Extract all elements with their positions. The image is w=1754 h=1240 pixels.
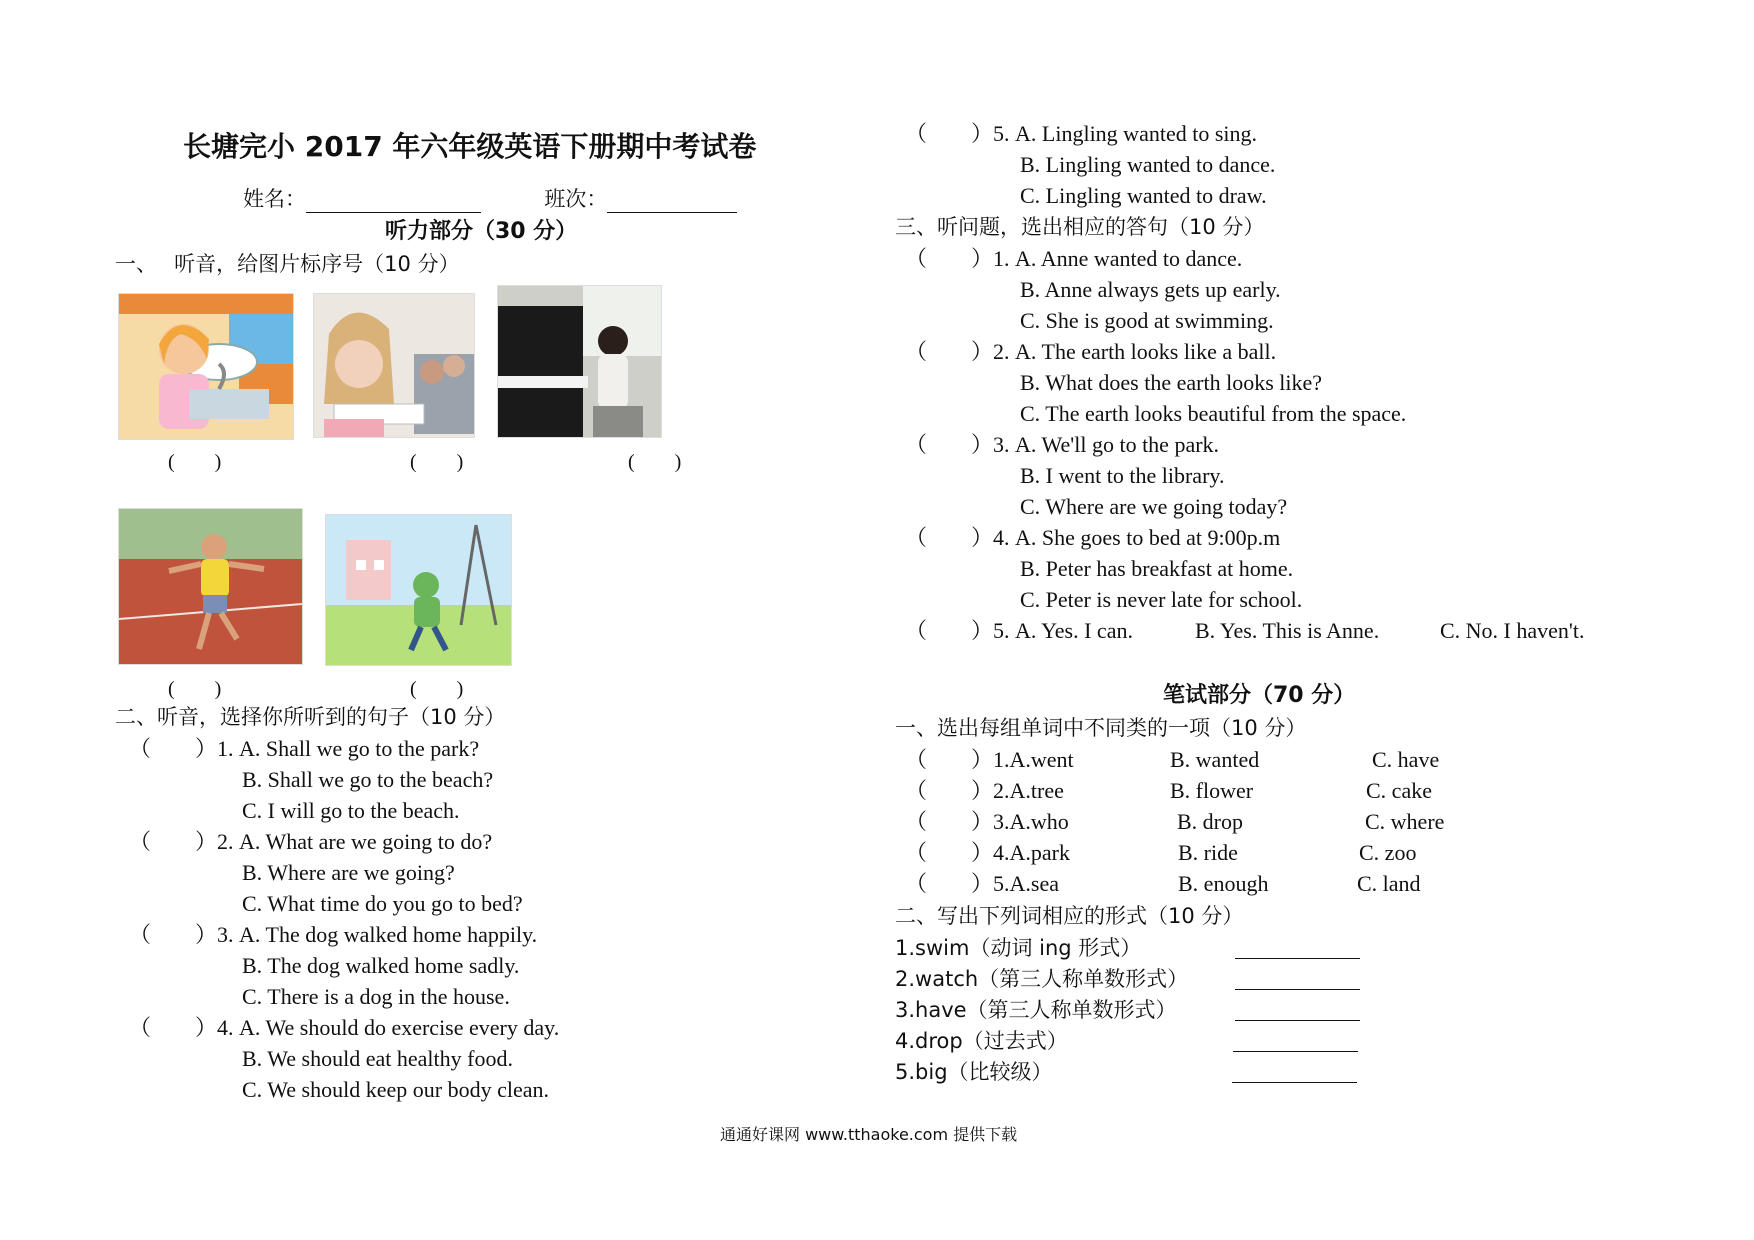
item-number: （ ）1. xyxy=(129,736,234,761)
option-a: A. What are we going to do? xyxy=(239,829,493,854)
item-number: （ ）5. xyxy=(905,871,1010,896)
writing2-item1: 1.swim（动词 ing 形式） xyxy=(895,936,1142,960)
picture-girl-exercising-park xyxy=(325,514,512,666)
item-number: （ ）5. xyxy=(905,121,1010,146)
part3-item1-option-c: C. She is good at swimming. xyxy=(1020,308,1274,333)
part3-item1 xyxy=(905,245,1242,273)
writing1-item4-option-b: B. ride xyxy=(1178,840,1238,865)
option-a: A.who xyxy=(1009,809,1069,834)
part3-item5-option-b: B. Yes. This is Anne. xyxy=(1195,618,1380,643)
item-number: （ ）1. xyxy=(905,747,1010,772)
writing1-item3-option-c: C. where xyxy=(1365,809,1445,834)
part2-item3 xyxy=(129,921,537,949)
option-a: A. She goes to bed at 9:00p.m xyxy=(1015,525,1281,550)
name-blank[interactable] xyxy=(306,190,481,213)
part2-item3-option-c: C. There is a dog in the house. xyxy=(242,984,510,1009)
part2-item1-option-c: C. I will go to the beach. xyxy=(242,798,460,823)
writing1-item5-option-c: C. land xyxy=(1357,871,1421,896)
part3-item4-option-b: B. Peter has breakfast at home. xyxy=(1020,556,1294,581)
option-a: A. We'll go to the park. xyxy=(1015,432,1220,457)
option-a: A.sea xyxy=(1009,871,1059,896)
name-label: 姓名： xyxy=(243,187,306,211)
option-a: A. Anne wanted to dance. xyxy=(1015,246,1243,271)
item-number: （ ）4. xyxy=(905,840,1010,865)
writing2-heading: 二、写出下列词相应的形式（10 分） xyxy=(895,904,1244,928)
option-a: A.tree xyxy=(1009,778,1064,803)
writing2-item5: 5.big（比较级） xyxy=(895,1060,1053,1084)
picture-boy-running-track xyxy=(118,508,303,665)
part2-item2-option-b: B. Where are we going? xyxy=(242,860,455,885)
writing2-item4: 4.drop（过去式） xyxy=(895,1029,1068,1053)
part3-heading: 三、听问题，选出相应的答句（10 分） xyxy=(895,215,1265,239)
part3-item3 xyxy=(905,431,1219,459)
writing2-item3: 3.have（第三人称单数形式） xyxy=(895,998,1177,1022)
writing1-item5 xyxy=(905,870,1059,898)
picture-girl-reading-book xyxy=(313,293,475,438)
part3-item4-option-c: C. Peter is never late for school. xyxy=(1020,587,1303,612)
writing2-answer-blank2[interactable] xyxy=(1235,967,1360,990)
part3-item3-option-b: B. I went to the library. xyxy=(1020,463,1225,488)
writing1-item3 xyxy=(905,808,1069,836)
option-a: A.park xyxy=(1009,840,1070,865)
part3-item4 xyxy=(905,524,1280,552)
writing2-answer-blank4[interactable] xyxy=(1233,1029,1358,1052)
part1-heading: 一、 听音，给图片标序号（10 分） xyxy=(115,252,460,276)
part2-item4 xyxy=(129,1014,559,1042)
listening-header: 听力部分（30 分） xyxy=(385,219,578,244)
part2-item5 xyxy=(905,120,1257,148)
item-number: （ ）2. xyxy=(905,339,1010,364)
part3-item1-option-b: B. Anne always gets up early. xyxy=(1020,277,1281,302)
item-number: （ ）5. xyxy=(905,618,1010,643)
writing1-item2-option-c: C. cake xyxy=(1366,778,1432,803)
item-number: （ ）3. xyxy=(905,809,1010,834)
park-exercise-illustration xyxy=(326,515,511,665)
part2-item2-option-c: C. What time do you go to bed? xyxy=(242,891,523,916)
part2-item4-option-c: C. We should keep our body clean. xyxy=(242,1077,549,1102)
option-a: A. Lingling wanted to sing. xyxy=(1015,121,1257,146)
option-a: A. We should do exercise every day. xyxy=(239,1015,560,1040)
part2-item5-option-c: C. Lingling wanted to draw. xyxy=(1020,183,1267,208)
writing1-item2-option-b: B. flower xyxy=(1170,778,1254,803)
option-a: A. The earth looks like a ball. xyxy=(1015,339,1277,364)
item-number: （ ）2. xyxy=(905,778,1010,803)
writing1-item2 xyxy=(905,777,1064,805)
item-number: （ ）1. xyxy=(905,246,1010,271)
picture-girl-playing-piano xyxy=(497,285,662,438)
part3-item2-option-b: B. What does the earth looks like? xyxy=(1020,370,1323,395)
writing2-answer-blank1[interactable] xyxy=(1235,936,1360,959)
girl-washing-hands-illustration xyxy=(119,294,293,439)
boy-running-illustration xyxy=(119,509,302,664)
part2-item2 xyxy=(129,828,492,856)
item-number: （ ）3. xyxy=(129,922,234,947)
part2-item1-option-b: B. Shall we go to the beach? xyxy=(242,767,494,792)
part3-item3-option-c: C. Where are we going today? xyxy=(1020,494,1288,519)
answer-paren-pic2[interactable]: ( ) xyxy=(410,451,464,473)
option-a: A. The dog walked home happily. xyxy=(239,922,538,947)
class-label: 班次： xyxy=(544,187,608,211)
part2-item5-option-b: B. Lingling wanted to dance. xyxy=(1020,152,1276,177)
answer-paren-pic5[interactable]: ( ) xyxy=(410,678,464,700)
part2-item3-option-b: B. The dog walked home sadly. xyxy=(242,953,520,978)
writing1-item3-option-b: B. drop xyxy=(1177,809,1243,834)
part3-item2 xyxy=(905,338,1276,366)
part3-item5-option-c: C. No. I haven't. xyxy=(1440,618,1585,643)
option-a: A.went xyxy=(1009,747,1074,772)
answer-paren-pic4[interactable]: ( ) xyxy=(168,678,222,700)
written-header: 笔试部分（70 分） xyxy=(1163,683,1356,708)
writing1-item1 xyxy=(905,746,1074,774)
part3-item5 xyxy=(905,617,1133,645)
writing2-item2: 2.watch（第三人称单数形式） xyxy=(895,967,1189,991)
writing2-answer-blank5[interactable] xyxy=(1232,1060,1357,1083)
item-number: （ ）4. xyxy=(129,1015,234,1040)
part2-heading: 二、听音，选择你所听到的句子（10 分） xyxy=(115,705,506,729)
download-footer: 通通好课网 www.tthaoke.com 提供下载 xyxy=(720,1125,1018,1144)
girl-reading-illustration xyxy=(314,294,474,437)
piano-illustration xyxy=(498,286,661,437)
option-a: A. Shall we go to the park? xyxy=(239,736,480,761)
exam-title: 长塘完小 2017 年六年级英语下册期中考试卷 xyxy=(183,130,757,163)
writing1-item1-option-c: C. have xyxy=(1372,747,1440,772)
writing2-answer-blank3[interactable] xyxy=(1235,998,1360,1021)
part3-item2-option-c: C. The earth looks beautiful from the space. xyxy=(1020,401,1407,426)
picture-girl-washing-hands xyxy=(118,293,294,440)
writing1-heading: 一、选出每组单词中不同类的一项（10 分） xyxy=(895,716,1307,740)
answer-paren-pic3[interactable]: ( ) xyxy=(628,451,682,473)
part2-item4-option-b: B. We should eat healthy food. xyxy=(242,1046,513,1071)
writing1-item1-option-b: B. wanted xyxy=(1170,747,1260,772)
writing1-item5-option-b: B. enough xyxy=(1178,871,1269,896)
item-number: （ ）2. xyxy=(129,829,234,854)
part2-item1 xyxy=(129,735,479,763)
option-a: A. Yes. I can. xyxy=(1015,618,1133,643)
item-number: （ ）3. xyxy=(905,432,1010,457)
writing1-item4-option-c: C. zoo xyxy=(1359,840,1417,865)
item-number: （ ）4. xyxy=(905,525,1010,550)
answer-paren-pic1[interactable]: ( ) xyxy=(168,451,222,473)
writing1-item4 xyxy=(905,839,1070,867)
class-blank[interactable] xyxy=(607,190,737,213)
name-field xyxy=(243,185,737,213)
